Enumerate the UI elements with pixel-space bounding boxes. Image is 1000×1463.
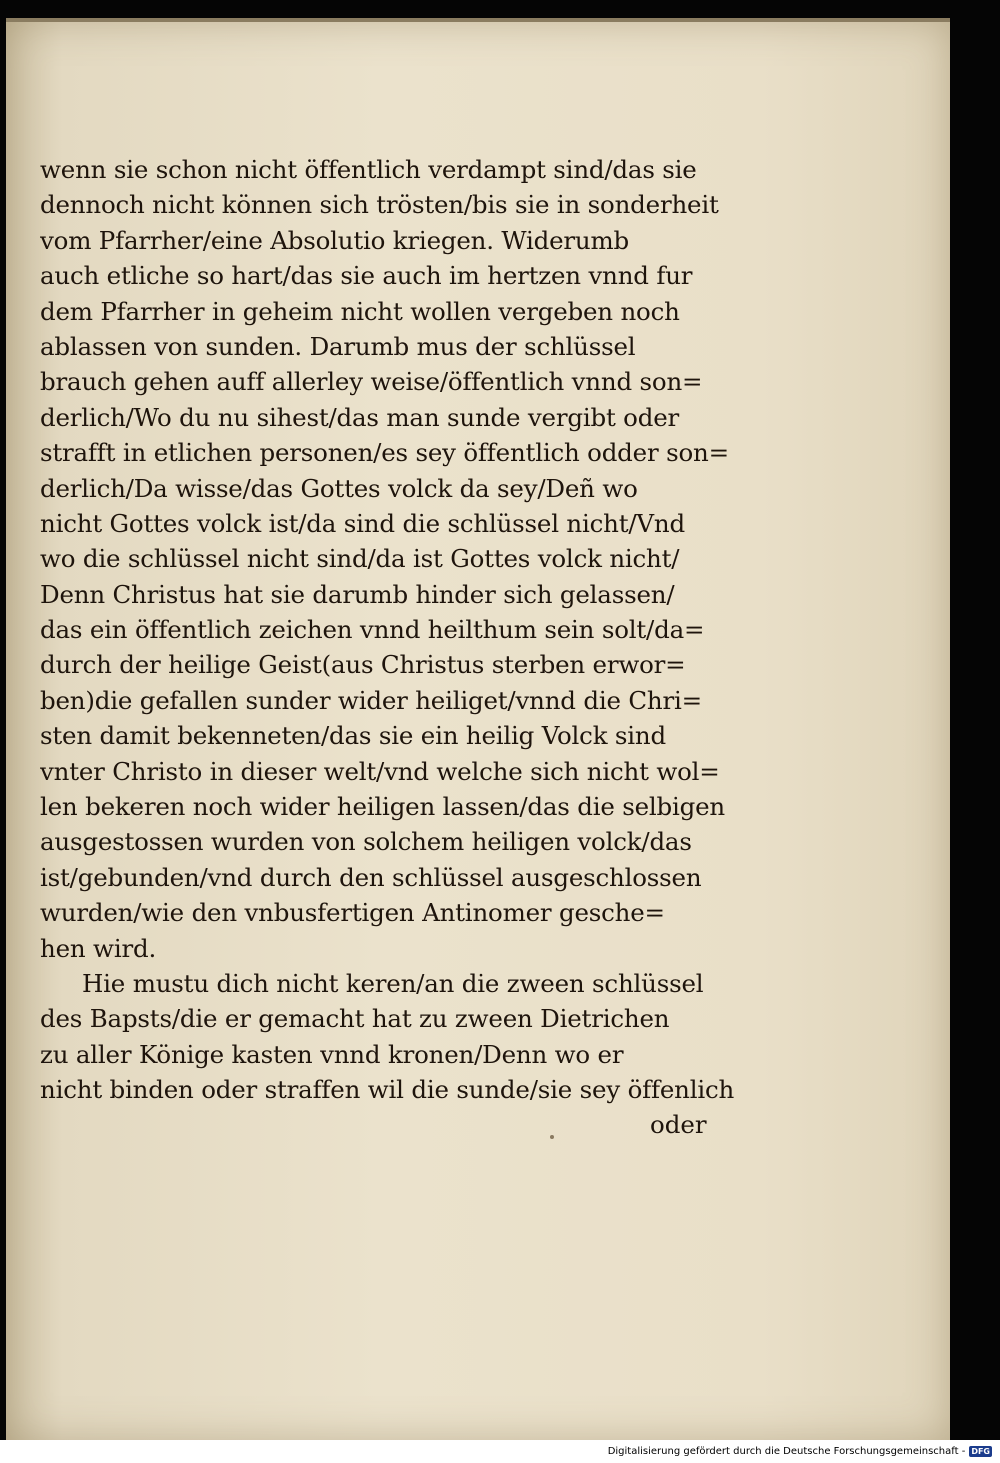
text-line: wo die schlüssel nicht sind/da ist Gottes volck nicht/ — [40, 544, 680, 574]
text-line: derlich/Wo du nu sihest/das man sunde vergibt oder — [40, 402, 680, 432]
text-line: dem Pfarrher in geheim nicht wollen vergeben noch — [40, 296, 680, 326]
text-line: ben)die gefallen sunder wider heiliget/vnnd die Chri= — [40, 685, 702, 715]
paper-speck — [550, 1135, 554, 1139]
text-line: brauch gehen auff allerley weise/öffentlich vnnd son= — [40, 367, 703, 397]
text-line: vom Pfarrher/eine Absolutio kriegen. Widerumb — [40, 225, 629, 255]
text-line: wurden/wie den vnbusfertigen Antinomer gesche= — [40, 898, 665, 928]
text-line: durch der heilige Geist(aus Christus sterben erwor= — [40, 650, 686, 680]
text-line-paragraph-start: Hie mustu dich nicht keren/an die zween schlüssel — [82, 968, 704, 998]
text-line: derlich/Da wisse/das Gottes volck da sey/Deñ wo — [40, 473, 638, 503]
catchword: oder — [650, 1110, 707, 1139]
text-line: ausgestossen wurden von solchem heiligen volck/das — [40, 827, 692, 857]
text-line: Denn Christus hat sie darumb hinder sich gelassen/ — [40, 579, 675, 609]
digitization-footer — [0, 1440, 1000, 1463]
text-line: vnter Christo in dieser welt/vnd welche sich nicht wol= — [40, 756, 720, 786]
footer-credit: Digitalisierung gefördert durch die Deutsche Forschungsgemeinschaft - — [607, 1446, 966, 1457]
text-line: auch etliche so hart/das sie auch im hertzen vnnd fur — [40, 261, 693, 291]
text-line: ist/gebunden/vnd durch den schlüssel ausgeschlossen — [40, 862, 702, 892]
text-line: len bekeren noch wider heiligen lassen/das die selbigen — [40, 792, 726, 822]
text-line: des Bapsts/die er gemacht hat zu zween Dietrichen — [40, 1004, 670, 1034]
text-line: ablassen von sunden. Darumb mus der schlüssel — [40, 331, 636, 361]
text-line: das ein öffentlich zeichen vnnd heilthum sein solt/da= — [40, 615, 705, 645]
dfg-logo: DFG — [971, 1447, 990, 1456]
page-text — [40, 152, 740, 1108]
text-line: nicht Gottes volck ist/da sind die schlüssel nicht/Vnd — [40, 508, 685, 538]
text-line: strafft in etlichen personen/es sey öffentlich odder son= — [40, 438, 729, 468]
text-line: dennoch nicht können sich trösten/bis sie in sonderheit — [40, 190, 719, 220]
text-line: nicht binden oder straffen wil die sunde/sie sey öffenlich — [40, 1075, 735, 1105]
text-line: sten damit bekenneten/das sie ein heilig Volck sind — [40, 721, 666, 751]
text-line: hen wird. — [40, 933, 157, 963]
text-line: zu aller Könige kasten vnnd kronen/Denn wo er — [40, 1039, 624, 1069]
text-line: wenn sie schon nicht öffentlich verdampt sind/das sie — [40, 155, 697, 184]
